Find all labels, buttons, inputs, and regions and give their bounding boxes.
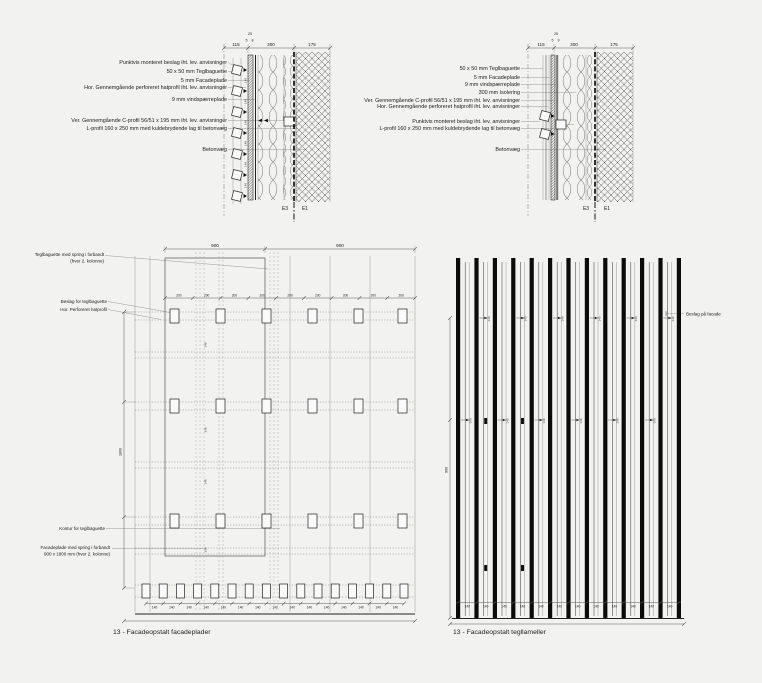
section-detail-right — [364, 32, 635, 222]
dim-label-small: 9 — [557, 38, 560, 43]
baguette-square — [232, 149, 243, 160]
gap-dim: 140 — [542, 418, 547, 424]
dim-label: 140 — [501, 604, 507, 609]
section-marker: E1 — [301, 206, 309, 212]
dim-label-small: 5 — [551, 38, 554, 43]
dim-label: 140 — [358, 605, 364, 610]
dim-label: 140 — [464, 604, 470, 609]
spacing-dim: 148 — [243, 77, 248, 84]
section-marker: E3 — [281, 206, 289, 212]
baguette-square — [232, 65, 243, 76]
dim-label: 140 — [483, 604, 489, 609]
anchor-arrow — [244, 152, 248, 156]
hatprofil-bracket — [308, 309, 317, 323]
dim-label: 140 — [169, 605, 175, 610]
dim-label: 140 — [255, 605, 261, 610]
gap-dim: 140 — [468, 418, 473, 424]
bottom-bracket — [142, 584, 150, 598]
concrete-wall — [597, 52, 633, 202]
bottom-bracket — [366, 584, 374, 598]
dim-label: 140 — [375, 605, 381, 610]
facade-bracket — [484, 565, 487, 571]
hatprofil-bracket — [216, 309, 225, 323]
annotation-label: 50 x 50 mm Teglbaguette — [459, 66, 520, 72]
hatprofil-bracket — [170, 399, 179, 413]
leader-line — [108, 310, 161, 320]
drawing-caption: 13 - Facadeopstalt facadeplader — [113, 629, 211, 636]
dim-label: 175 — [610, 42, 618, 48]
lamella-bar — [640, 258, 644, 618]
lamella-bar — [603, 258, 607, 618]
dim-label: 300 — [267, 42, 275, 48]
dim-label: 140 — [556, 604, 562, 609]
elevation-left-generated — [122, 246, 417, 623]
annotation-label: 50 x 50 mm Teglbaguette — [166, 69, 227, 75]
bottom-bracket — [348, 584, 356, 598]
dim-label-small: 25 — [248, 32, 252, 36]
dim-label-small: 8 — [251, 38, 254, 43]
annotation-label: Hor. Gennemgående perforeret hatprofil iht. lev. anvisninger — [377, 104, 520, 110]
annotation-label: Hor. Gennemgående perforeret hatprofil iht. lev. anvisninger — [84, 85, 227, 91]
insulation-layer — [258, 55, 284, 200]
anchor-arrow — [244, 110, 248, 114]
annotation-label: Ver. Gennemgående C-profil 56/51 x 195 mm iht. lev. anvisninger — [71, 118, 227, 124]
hatprofil-bracket — [216, 399, 225, 413]
hatprofil-bracket — [398, 399, 407, 413]
gap-dim: 140 — [615, 418, 620, 424]
facade-plate-layer — [248, 55, 253, 200]
dim-label: 140 — [289, 605, 295, 610]
insulation-layer-2 — [284, 55, 293, 200]
dim-label: 200 — [204, 293, 210, 298]
dim-label: 140 — [593, 604, 599, 609]
dim-label: 140 — [667, 604, 673, 609]
anchor-arrow — [244, 89, 248, 93]
elevation-facadeplader — [35, 243, 417, 636]
lamella-bar — [493, 258, 497, 618]
bottom-bracket — [383, 584, 391, 598]
annotation-label: 5 mm Facadeplade — [180, 78, 227, 84]
dim-label: 175 — [308, 42, 316, 48]
hatprofil-bracket — [170, 309, 179, 323]
annotation-label: Betonvæg — [495, 147, 520, 153]
spacing-dim: 148 — [243, 98, 248, 105]
spacing-dim: 148 — [243, 161, 248, 168]
dim-label: 200 — [370, 293, 376, 298]
panel-outline — [165, 258, 265, 556]
hatprofil-bracket — [398, 309, 407, 323]
dim-label: 140 — [611, 604, 618, 609]
section-marker: E1 — [603, 206, 611, 212]
bottom-bracket — [262, 584, 270, 598]
hatprofil-bracket — [262, 514, 271, 528]
l-profile-detail — [556, 120, 566, 129]
lamella-bar — [530, 258, 534, 618]
annotation-label: Teglbaguette med spring i forbandt — [34, 252, 104, 257]
hatprofil-bracket — [170, 514, 179, 528]
bottom-bracket — [297, 584, 305, 598]
lamella-bar — [622, 258, 626, 618]
hatprofil-bracket — [354, 514, 363, 528]
lamella-bar — [658, 258, 662, 618]
annotation-label: L-profil 160 x 250 mm med kuldebrydende lag til betonvæg — [86, 126, 227, 132]
dim-label: 140 — [237, 605, 244, 610]
gap-dim: 140 — [505, 418, 510, 424]
dim-label: 200 — [398, 293, 404, 298]
baguette-square — [232, 86, 243, 97]
dim-label: 140 — [272, 605, 278, 610]
annotation-label: Facadeplade med spring i forbandt — [40, 545, 110, 550]
joint-dim: 148 — [203, 479, 208, 485]
baguette-square — [232, 128, 243, 139]
facade-bracket — [521, 418, 524, 424]
annotation-label: Beslag for teglbaguette — [60, 299, 107, 304]
lamella-bar — [585, 258, 589, 618]
gap-dim: 140 — [597, 316, 602, 322]
dim-label-small: 5 — [245, 38, 248, 43]
dim-label: 300 — [570, 42, 578, 48]
spacing-dim: 148 — [243, 182, 248, 189]
annotation-label: 900 x 1800 mm (hver 2. kolonne) — [43, 551, 110, 557]
hatprofil-bracket — [354, 399, 363, 413]
baguette-square — [232, 107, 243, 118]
gap-dim: 140 — [578, 418, 583, 424]
dim-label: 115 — [232, 42, 240, 48]
dim-label: 200 — [259, 293, 265, 298]
annotation-label: L-profil 160 x 250 mm med kuldebrydende lag til betonvæg — [379, 126, 520, 132]
section-marker: E3 — [582, 206, 590, 212]
dim-label: 140 — [630, 604, 636, 609]
dim-label: 900 — [444, 467, 449, 473]
dim-label: 200 — [315, 293, 321, 298]
bottom-bracket — [245, 584, 253, 598]
gap-dim: 140 — [670, 316, 675, 322]
bottom-bracket — [314, 584, 322, 598]
lamella-bar — [511, 258, 515, 618]
dim-label: 140 — [151, 605, 158, 610]
annotation-label: Betonvæg — [202, 147, 227, 153]
annotation-label: 5 mm Facadeplade — [473, 75, 520, 81]
baguette-square — [540, 129, 551, 140]
dim-label: 140 — [341, 605, 347, 610]
lamella-bar — [456, 258, 460, 618]
annotation-label: 9 mm vindspærreplade — [171, 97, 227, 103]
facade-bracket — [484, 418, 487, 424]
lamella-bar — [474, 258, 478, 618]
baguette-square — [232, 191, 243, 202]
lamella-bar — [677, 258, 681, 618]
joint-dim: 148 — [203, 547, 208, 553]
anchor-arrow — [244, 131, 248, 135]
hatprofil-bracket — [354, 309, 363, 323]
baguette-square — [232, 170, 243, 181]
dim-label: 200 — [287, 293, 293, 298]
bottom-bracket — [331, 584, 339, 598]
bottom-bracket — [176, 584, 184, 598]
bottom-bracket — [400, 584, 408, 598]
annotation-label: 300 mm Isolering — [478, 90, 520, 96]
anchor-arrow — [244, 68, 248, 72]
annotation-label: Punktvis monteret beslag iht. lev. anvisninger — [412, 119, 520, 125]
bottom-bracket — [194, 584, 202, 598]
dim-label: 200 — [231, 293, 238, 298]
baguette-square — [540, 111, 551, 122]
gap-dim: 140 — [486, 316, 491, 322]
dim-label: 140 — [203, 605, 209, 610]
joint-dim: 148 — [203, 427, 208, 433]
hatprofil-bracket — [262, 399, 271, 413]
dim-label-small: 25 — [554, 32, 558, 36]
dim-label: 140 — [648, 604, 654, 609]
dim-label: 1800 — [118, 448, 123, 456]
annotation-label: Punktvis monteret beslag iht. lev. anvisninger — [119, 60, 227, 66]
dim-label: 900 — [336, 243, 344, 248]
facade-bracket — [521, 565, 524, 571]
insulation-layer-2 — [586, 55, 594, 200]
annotation-label: 9 mm vindspærreplade — [464, 82, 520, 88]
spacing-dim: 148 — [243, 140, 248, 147]
joint-dim: 148 — [203, 342, 208, 348]
dim-label: 140 — [392, 605, 399, 610]
dim-label: 140 — [538, 604, 544, 609]
leader-line — [105, 256, 268, 270]
annotation-label: (hver 2. kolonne) — [70, 258, 104, 264]
gap-dim: 140 — [652, 418, 657, 424]
bottom-bracket — [211, 584, 219, 598]
annotation-label: Kontur for teglbaguette — [59, 526, 105, 531]
dim-label: 140 — [323, 605, 330, 610]
gap-dim: 140 — [523, 316, 528, 322]
hatprofil-bracket — [216, 514, 225, 528]
facade-plate-layer — [551, 55, 555, 200]
dim-label: 115 — [537, 42, 545, 48]
bottom-bracket — [228, 584, 236, 598]
gap-dim: 140 — [560, 316, 565, 322]
anchor-arrow — [244, 194, 248, 198]
hatprofil-bracket — [308, 399, 317, 413]
concrete-wall — [296, 52, 330, 202]
gap-dim: 140 — [634, 316, 639, 322]
dim-label: 140 — [186, 605, 192, 610]
anchor-arrow — [244, 173, 248, 177]
dim-label: 200 — [342, 293, 349, 298]
lamella-bar — [566, 258, 570, 618]
leader-line — [108, 302, 170, 313]
dim-label: 140 — [306, 605, 313, 610]
elevation-right-generated — [448, 258, 686, 626]
elevation-tegllameller — [445, 258, 722, 636]
dim-label: 140 — [220, 605, 227, 610]
bottom-bracket — [280, 584, 288, 598]
dim-label: 140 — [575, 604, 581, 609]
annotation-label: Beslag på facade — [686, 311, 721, 317]
hatprofil-bracket — [398, 514, 407, 528]
hatprofil-bracket — [308, 514, 317, 528]
annotation-label: Hor. Perforeret hatprofil — [60, 307, 107, 312]
section-detail-left — [71, 32, 332, 222]
dim-label: 900 — [211, 243, 219, 248]
dim-label: 140 — [519, 604, 526, 609]
drawing-caption: 13 - Facadeopstalt tegllameller — [453, 629, 546, 636]
spacing-dim: 148 — [243, 119, 248, 126]
hatprofil-bracket — [262, 309, 271, 323]
annotation-label: Ver. Gennemgående C-profil 56/51 x 195 mm iht. lev. anvisninger — [364, 98, 520, 104]
bottom-bracket — [159, 584, 167, 598]
dim-label: 200 — [176, 293, 182, 298]
lamella-bar — [548, 258, 552, 618]
